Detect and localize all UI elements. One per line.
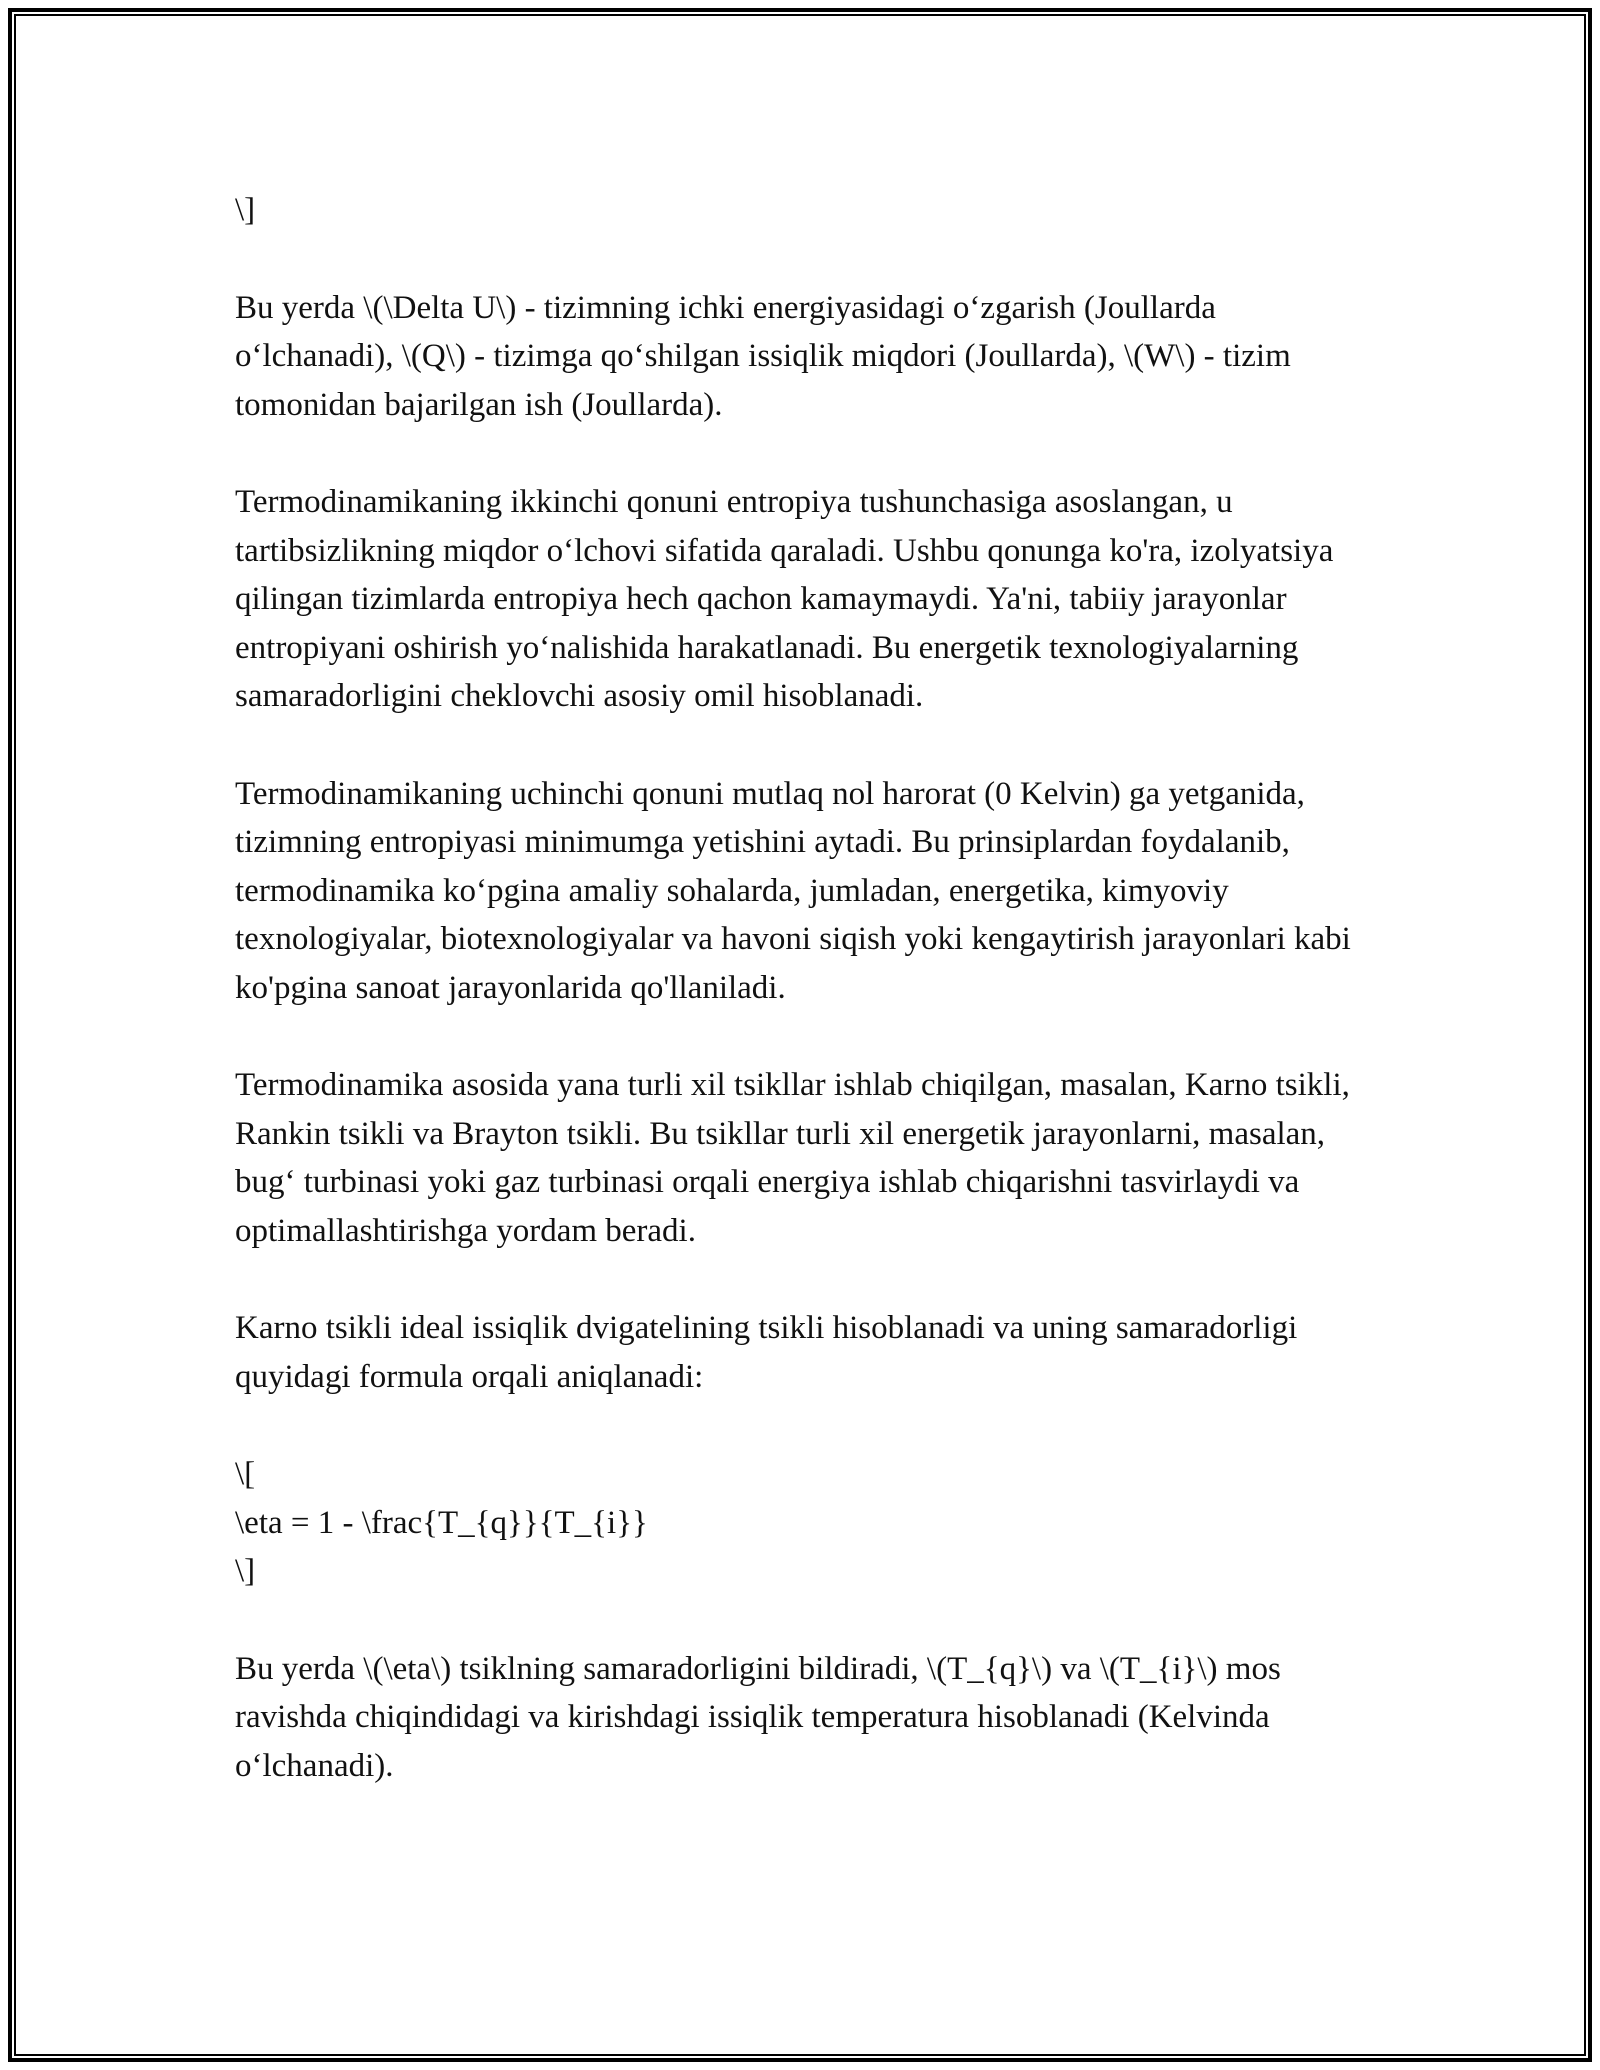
paragraph-second-law: Termodinamikaning ikkinchi qonuni entropiya tushunchasiga asoslangan, u tartibsizlikning miqdor o‘lchovi sifatida qaraladi. Ushbu qonunga ko'ra, izolyatsiya qilingan tizimlarda entropiya hech qachon kamaymaydi. Ya'ni, tabiiy jarayonlar entropiyani oshirish yo‘nalishida harakatlanadi. Bu energetik texnologiyalarning samaradorligini cheklovchi asosiy omil hisoblanadi. <box>235 484 1334 714</box>
paragraph-third-law: Termodinamikaning uchinchi qonuni mutlaq nol harorat (0 Kelvin) ga yetganida, tizimning entropiyasi minimumga yetishini aytadi. Bu prinsiplardan foydalanib, termodinamika ko‘pgina amaliy sohalarda, jumladan, energetika, kimyoviy texnologiyalar, biotexnologiyalar va havoni siqish yoki kengaytirish jarayonlari kabi ko'pgina sanoat jarayonlarida qo'llaniladi. <box>235 775 1351 1006</box>
paragraph-carnot-variables: Bu yerda \(\eta\) tsiklning samaradorligini bildiradi, \(T_{q}\) va \(T_{i}\) mos ravishda chiqindidagi va kirishdagi issiqlik temperatura hisoblanadi (Kelvinda o‘lchanadi). <box>235 1650 1281 1784</box>
document-body <box>235 186 1365 1839</box>
formula-closing-bracket: \] <box>235 192 256 228</box>
paragraph-carnot-intro: Karno tsikli ideal issiqlik dvigatelining tsikli hisoblanadi va uning samaradorligi quyidagi formula orqali aniqlanadi: <box>235 1310 1298 1395</box>
paragraph-thermodynamic-cycles: Termodinamika asosida yana turli xil tsikllar ishlab chiqilgan, masalan, Karno tsikli, Rankin tsikli va Brayton tsikli. Bu tsikllar turli xil energetik jarayonlarni, masalan, bug‘ turbinasi yoki gaz turbinasi orqali energiya ishlab chiqarishni tasvirlaydi va optimallashtirishga yordam beradi. <box>235 1067 1350 1249</box>
paragraph-first-law-variables: Bu yerda \(\Delta U\) - tizimning ichki energiyasidagi o‘zgarish (Joullarda o‘lchanadi), \(Q\) - tizimga qo‘shilgan issiqlik miqdori (Joullarda), \(W\) - tizim tomonidan bajarilgan ish (Joullarda). <box>235 289 1291 423</box>
formula-carnot-efficiency: \[ \eta = 1 - \frac{T_{q}}{T_{i}} \] <box>235 1456 648 1589</box>
